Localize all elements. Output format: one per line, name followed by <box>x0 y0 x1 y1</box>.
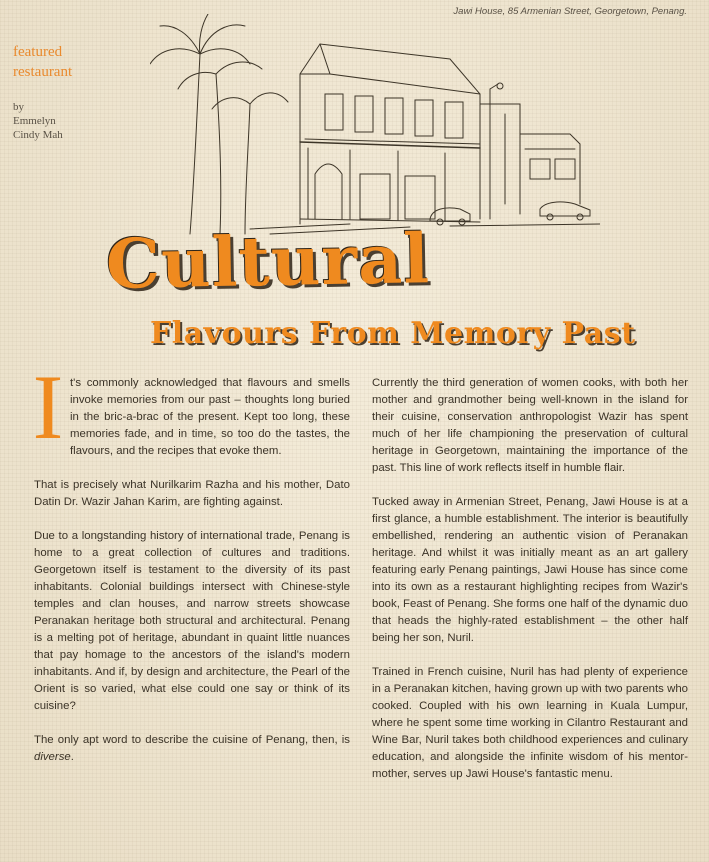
section-label-line-2: restaurant <box>13 64 73 80</box>
section-label <box>13 42 133 82</box>
left-column <box>32 356 350 783</box>
paragraph <box>34 732 350 766</box>
paragraph: Due to a longstanding history of international trade, Penang is home to a great collection of cultures and traditions. Georgetown itself is testament to the diversity of its past inhabitants. Colonial buildings intersect with Chinese-style temples and clan houses, and narrow streets showcase Peranakan heritage both structural and architectural. Penang is a melting pot of heritage, abundant in quaint little nuances that pay homage to the ancestors of the island's modern inhabitants. And if, by design and architecture, the Pearl of the Orient is so varied, what else could one say or think of its cuisine? <box>34 530 350 712</box>
paragraph <box>32 356 350 460</box>
emphasis-text: diverse <box>34 751 71 763</box>
byline <box>13 100 63 142</box>
paragraph: That is precisely what Nurilkarim Razha and his mother, Dato Datin Dr. Wazir Jahan Karim, are fighting against. <box>34 479 350 508</box>
drop-cap: I <box>32 356 64 458</box>
illustration-caption: Jawi House, 85 Armenian Street, Georgetown, Penang. <box>453 6 687 17</box>
paragraph-text: . <box>70 751 74 763</box>
paragraph: Tucked away in Armenian Street, Penang, Jawi House is at a first glance, a humble establishment. The interior is beautifully embellished, rendering an authentic vision of Peranakan heritage. And whilst it was initially meant as an art gallery featuring early Penang paintings, Jawi House has since come into its own as a restaurant highlighting recipes from Wazir's book, Feast of Penang. She forms one half of the dynamic duo that heads the highly-rated establishment – the other half being her son, Nuril. <box>372 496 688 644</box>
paragraph-text: t's commonly acknowledged that flavours and smells invoke memories from our past – thoughts long buried in the bric-a-brac of the present. Kept too long, these memories fade, and in time, so too do the tastes, the flavours, and the recipes that evoke them. <box>70 377 350 457</box>
jawi-house-sketch-illustration <box>150 14 600 239</box>
paragraph: Trained in French cuisine, Nuril has had plenty of experience in a Peranakan kitchen, having grown up with two parents who cooked. Coupled with his own learning in Kuala Lumpur, where he spent some time working in Cilantro Restaurant and Wine Bar, Nuril takes both childhood experiences and culinary education, and alongside the infinite wisdom of his mentor-mother, serves up Jawi House's fantastic menu. <box>372 666 688 780</box>
byline-prefix: by <box>13 101 24 113</box>
article-title: Cultural <box>105 219 431 305</box>
author-first-name: Emmelyn <box>13 115 56 127</box>
section-label-line-1: featured <box>13 44 63 60</box>
paragraph: Currently the third generation of women cooks, with both her mother and grandmother being well-known in the island for their cuisine, conservation anthropologist Wazir has spent much of her life championing the preservation of cultural heritage in Georgetown, maintaining the importance of the past. This line of work reflects itself in humble flair. <box>372 377 688 474</box>
paragraph-text: The only apt word to describe the cuisine of Penang, then, is <box>34 734 350 746</box>
article-subtitle: Flavours From Memory Past <box>150 316 636 351</box>
author-last-name: Cindy Mah <box>13 129 63 141</box>
right-column <box>372 375 688 800</box>
